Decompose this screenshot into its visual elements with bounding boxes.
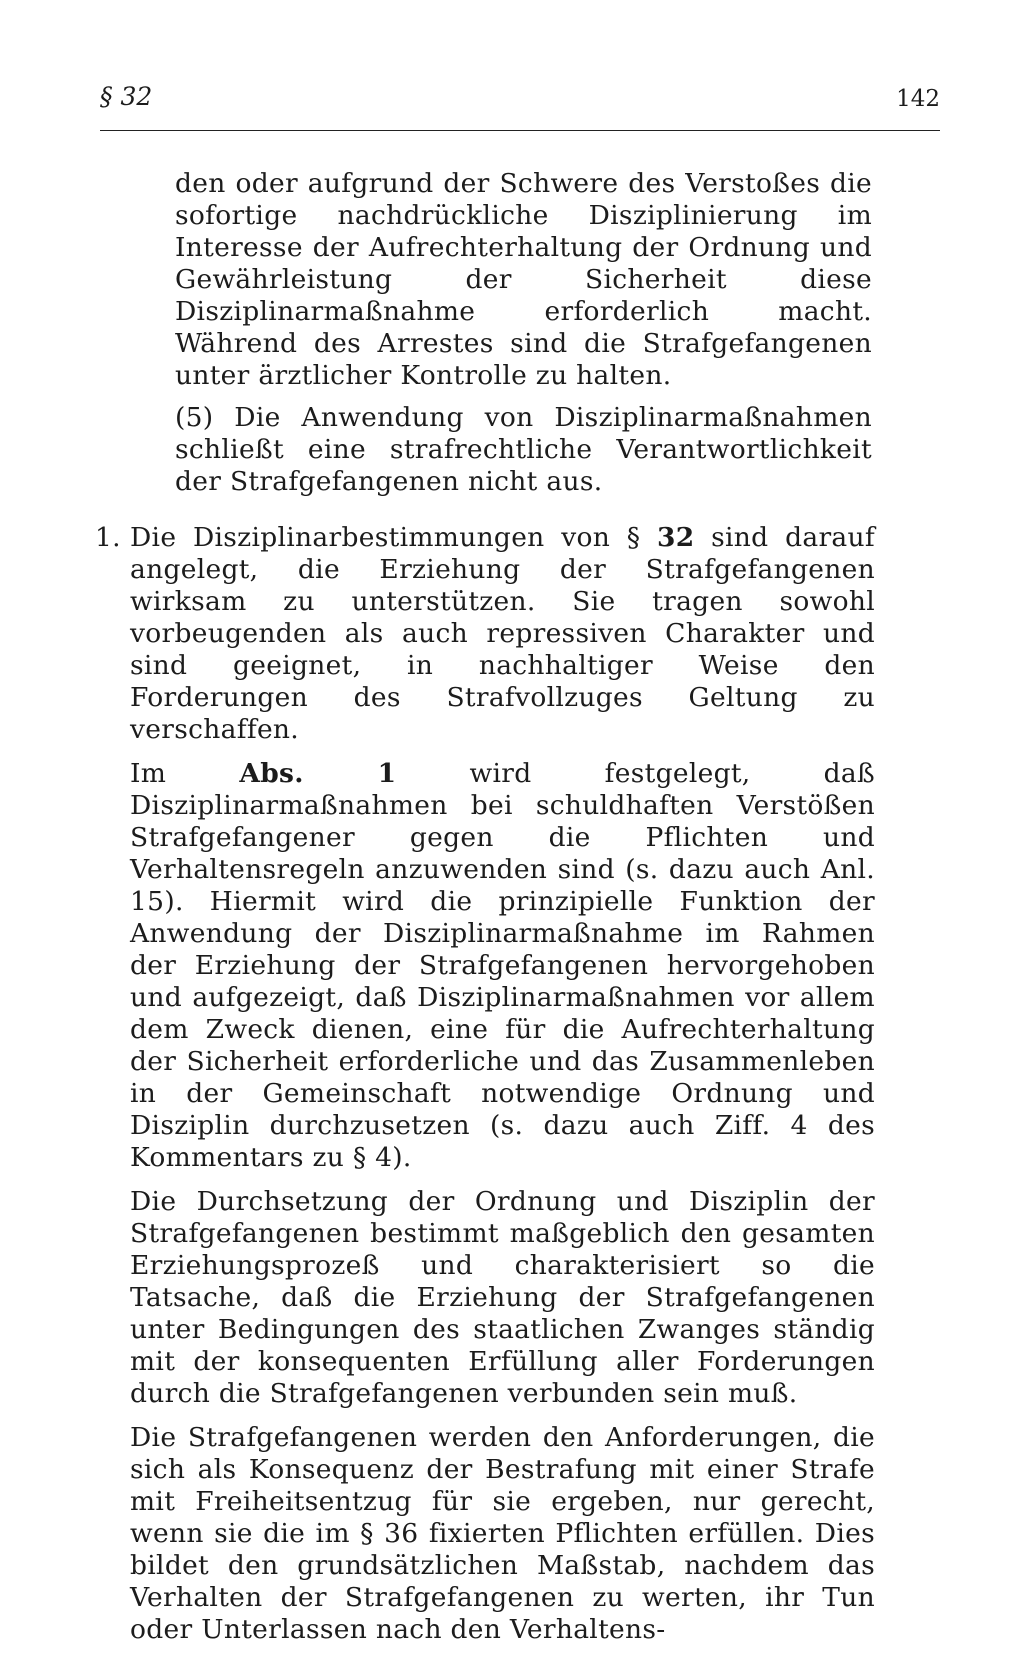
commentary <box>0 522 1024 1646</box>
commentary-paragraph-1 <box>95 522 875 746</box>
section-reference: § 32 <box>100 82 153 111</box>
commentary-paragraph-3: Die Durchsetzung der Ordnung und Disziplin der Strafgefangenen bestimmt maßgeblich den gesamten Erziehungsprozeß und charakterisiert so die Tatsache, daß die Erziehung der Strafgefangenen unter Bedingungen des staatlichen Zwanges ständig mit der konsequenten Erfüllung aller Forderungen durch die Strafgefangenen verbunden sein muß. <box>130 1186 875 1409</box>
law-paragraph: den oder aufgrund der Schwere des Verstoßes die sofortige nachdrückliche Disziplinierung im Interesse der Aufrechterhaltung der Ordnung und Gewährleistung der Sicherheit diese Disziplinarmaßnahme erforderlich macht. Während des Arrestes sind die Strafgefangenen unter ärztlicher Kontrolle zu halten. <box>175 168 872 391</box>
p1-text-end: sind darauf angelegt, die Erziehung der Strafgefangenen wirksam zu unterstützen. Sie tragen sowohl vorbeugenden als auch repressiven Charakter und sind geeignet, in nachhaltiger Weise den Forderungen des Strafvollzuges Geltung zu verschaffen. <box>130 522 875 745</box>
commentary-paragraph-2 <box>130 758 875 1174</box>
page-number: 142 <box>896 86 940 112</box>
page-header <box>100 74 940 131</box>
commentary-paragraph-4: Die Strafgefangenen werden den Anforderungen, die sich als Konsequenz der Bestrafung mit einer Strafe mit Freiheitsentzug für sie ergeben, nur gerecht, wenn sie die im § 36 fixierten Pflichten erfüllen. Dies bildet den grundsätzlichen Maßstab, nachdem das Verhalten der Strafgefangenen zu werten, ihr Tun oder Unterlassen nach den Verhaltens- <box>130 1422 875 1645</box>
law-text <box>0 168 1024 498</box>
item-number: 1. <box>95 522 121 553</box>
section-ref-32: 32 <box>656 522 695 553</box>
p2-text-end: wird festgelegt, daß Disziplinarmaßnahmen bei schuldhaften Verstößen Strafgefangener gegen die Pflichten und Verhaltensregeln anzuwenden sind (s. dazu auch Anl. 15). Hiermit wird die prinzipielle Funktion der Anwendung der Disziplinarmaßnahme im Rahmen der Erziehung der Strafgefangenen hervorgehoben und aufgezeigt, daß Disziplinarmaßnahmen vor allem dem Zweck dienen, eine für die Aufrechterhaltung der Sicherheit erforderliche und das Zusammenleben in der Gemeinschaft notwendige Ordnung und Disziplin durchzusetzen (s. dazu auch Ziff. 4 des Kommentars zu § 4). <box>130 758 876 1173</box>
p1-text-start: Die Disziplinarbestimmungen von § <box>130 522 657 553</box>
abs-1-ref: Abs. 1 <box>239 758 397 789</box>
law-paragraph-5: (5) Die Anwendung von Disziplinarmaßnahmen schließt eine strafrechtliche Verantwortlichkeit der Strafgefangenen nicht aus. <box>175 402 872 497</box>
p2-text-start: Im <box>130 758 240 789</box>
